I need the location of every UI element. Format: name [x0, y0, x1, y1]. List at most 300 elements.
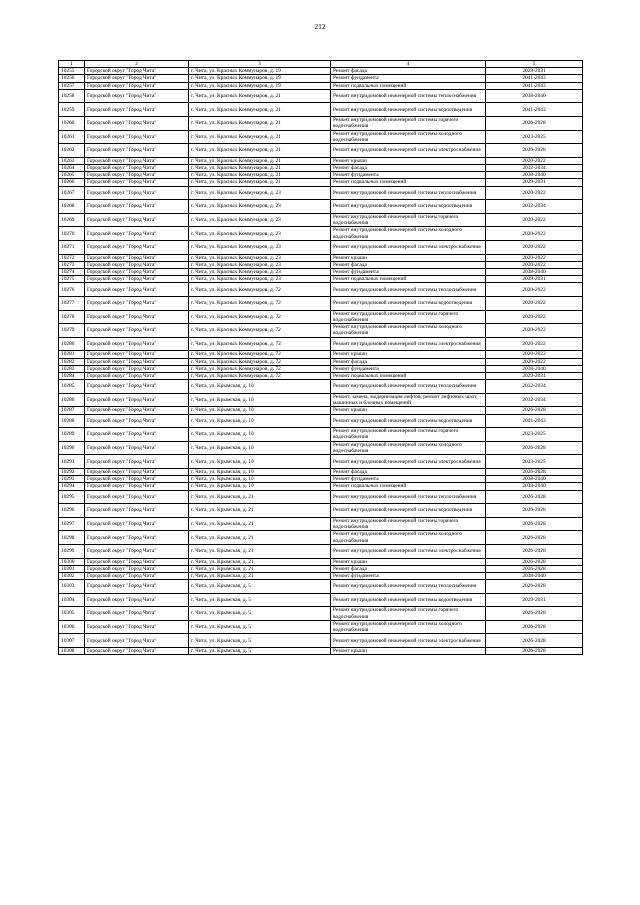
repair-schedule-table	[58, 60, 583, 655]
address: г. Чита, ул. Крымская, д. 10	[189, 441, 331, 455]
table-row	[59, 68, 583, 75]
table-body	[59, 61, 583, 655]
address: г. Чита, ул. Красных Коммунаров, д. 72	[189, 310, 331, 324]
period: 2026-2028	[486, 531, 583, 545]
table-row	[59, 414, 583, 428]
period: 2032-2034	[486, 200, 583, 214]
municipality: Городской округ "Город Чита"	[85, 240, 189, 254]
row-number: 10283	[59, 365, 85, 372]
period: 2020-2022	[486, 213, 583, 227]
period: 2041-2043	[486, 103, 583, 117]
row-number: 10265	[59, 172, 85, 179]
work-type: Ремонт подвальных помещений	[331, 372, 486, 379]
work-type: Ремонт внутридомовой инженерной системы электроснабжения	[331, 634, 486, 648]
period: 2041-2043	[486, 82, 583, 89]
municipality: Городской округ "Город Чита"	[85, 351, 189, 358]
row-number: 10302	[59, 572, 85, 579]
work-type: Ремонт фасада	[331, 164, 486, 171]
table-row	[59, 351, 583, 358]
table-row	[59, 441, 583, 455]
work-type: Ремонт подвальных помещений	[331, 179, 486, 186]
address: г. Чита, ул. Крымская, д. 21	[189, 490, 331, 504]
period: 2038-2040	[486, 483, 583, 490]
table-row	[59, 200, 583, 214]
address: г. Чита, ул. Крымская, д. 10	[189, 468, 331, 475]
address: г. Чита, ул. Крымская, д. 10	[189, 483, 331, 490]
row-number: 10286	[59, 393, 85, 407]
row-number: 10272	[59, 254, 85, 261]
table-row	[59, 172, 583, 179]
address: г. Чита, ул. Крымская, д. 10	[189, 455, 331, 469]
column-header: 1	[59, 61, 85, 68]
table-row	[59, 240, 583, 254]
address: г. Чита, ул. Крымская, д. 10	[189, 414, 331, 428]
address: г. Чита, ул. Красных Коммунаров, д. 23	[189, 240, 331, 254]
table-row	[59, 504, 583, 518]
row-number: 10285	[59, 380, 85, 394]
period: 2023-2025	[486, 455, 583, 469]
table-row	[59, 607, 583, 621]
table-row	[59, 372, 583, 379]
work-type: Ремонт крыши	[331, 407, 486, 414]
municipality: Городской округ "Город Чита"	[85, 558, 189, 565]
period: 2026-2028	[486, 544, 583, 558]
table-row	[59, 580, 583, 594]
row-number: 10296	[59, 504, 85, 518]
table-row	[59, 213, 583, 227]
work-type: Ремонт крыши	[331, 157, 486, 164]
address: г. Чита, ул. Красных Коммунаров, д. 19	[189, 68, 331, 75]
period: 2020-2022	[486, 358, 583, 365]
row-number: 10279	[59, 324, 85, 338]
period: 2032-2034	[486, 393, 583, 407]
municipality: Городской округ "Город Чита"	[85, 372, 189, 379]
municipality: Городской округ "Город Чита"	[85, 544, 189, 558]
period: 2020-2022	[486, 283, 583, 297]
table-row	[59, 468, 583, 475]
work-type: Ремонт крыши	[331, 351, 486, 358]
row-number: 10298	[59, 531, 85, 545]
table-row	[59, 310, 583, 324]
table-row	[59, 82, 583, 89]
municipality: Городской округ "Город Чита"	[85, 82, 189, 89]
row-number: 10257	[59, 82, 85, 89]
work-type: Ремонт фасада	[331, 358, 486, 365]
municipality: Городской округ "Город Чита"	[85, 593, 189, 607]
period: 2020-2022	[486, 337, 583, 351]
period: 2020-2022	[486, 186, 583, 200]
municipality: Городской округ "Город Чита"	[85, 283, 189, 297]
row-number: 10281	[59, 351, 85, 358]
municipality: Городской округ "Город Чита"	[85, 455, 189, 469]
table-row	[59, 144, 583, 158]
row-number: 10274	[59, 268, 85, 275]
table-row	[59, 179, 583, 186]
municipality: Городской округ "Город Чита"	[85, 441, 189, 455]
period: 2020-2022	[486, 157, 583, 164]
period: 2038-2040	[486, 476, 583, 483]
table-row	[59, 365, 583, 372]
work-type: Ремонт подвальных помещений	[331, 483, 486, 490]
work-type: Ремонт внутридомовой инженерной системы водоотведения	[331, 593, 486, 607]
row-number: 10278	[59, 310, 85, 324]
municipality: Городской округ "Город Чита"	[85, 310, 189, 324]
address: г. Чита, ул. Красных Коммунаров, д. 21	[189, 144, 331, 158]
table-row	[59, 103, 583, 117]
work-type: Ремонт внутридомовой инженерной системы теплоснабжения	[331, 283, 486, 297]
row-number: 10261	[59, 130, 85, 144]
address: г. Чита, ул. Крымская, д. 21	[189, 517, 331, 531]
table-row	[59, 620, 583, 634]
municipality: Городской округ "Город Чита"	[85, 428, 189, 442]
work-type: Ремонт фундамента	[331, 172, 486, 179]
work-type: Ремонт внутридомовой инженерной системы теплоснабжения	[331, 186, 486, 200]
address: г. Чита, ул. Красных Коммунаров, д. 23	[189, 227, 331, 241]
work-type: Ремонт внутридомовой инженерной системы электроснабжения	[331, 544, 486, 558]
address: г. Чита, ул. Красных Коммунаров, д. 72	[189, 351, 331, 358]
address: г. Чита, ул. Красных Коммунаров, д. 23	[189, 261, 331, 268]
municipality: Городской округ "Город Чита"	[85, 103, 189, 117]
row-number: 10295	[59, 490, 85, 504]
table-row	[59, 380, 583, 394]
row-number: 10299	[59, 544, 85, 558]
address: г. Чита, ул. Красных Коммунаров, д. 21	[189, 172, 331, 179]
period: 2026-2028	[486, 565, 583, 572]
period: 2020-2022	[486, 227, 583, 241]
period: 2020-2022	[486, 240, 583, 254]
period: 2020-2022	[486, 351, 583, 358]
period: 2026-2028	[486, 441, 583, 455]
work-type: Ремонт фасада	[331, 261, 486, 268]
municipality: Городской округ "Город Чита"	[85, 324, 189, 338]
municipality: Городской округ "Город Чита"	[85, 490, 189, 504]
address: г. Чита, ул. Крымская, д. 10	[189, 380, 331, 394]
address: г. Чита, ул. Крымская, д. 5	[189, 648, 331, 655]
table-row	[59, 393, 583, 407]
period: 2026-2028	[486, 144, 583, 158]
table-row	[59, 186, 583, 200]
table-row	[59, 337, 583, 351]
row-number: 10259	[59, 103, 85, 117]
table-row	[59, 227, 583, 241]
row-number: 10284	[59, 372, 85, 379]
period: 2026-2028	[486, 634, 583, 648]
row-number: 10276	[59, 283, 85, 297]
row-number: 10303	[59, 580, 85, 594]
work-type: Ремонт внутридомовой инженерной системы водоотведения	[331, 103, 486, 117]
address: г. Чита, ул. Красных Коммунаров, д. 19	[189, 75, 331, 82]
municipality: Городской округ "Город Чита"	[85, 572, 189, 579]
period: 2038-2040	[486, 89, 583, 103]
period: 2029-2031	[486, 593, 583, 607]
table-row	[59, 276, 583, 283]
municipality: Городской округ "Город Чита"	[85, 227, 189, 241]
municipality: Городской округ "Город Чита"	[85, 365, 189, 372]
address: г. Чита, ул. Красных Коммунаров, д. 23	[189, 186, 331, 200]
period: 2026-2028	[486, 407, 583, 414]
table-row	[59, 483, 583, 490]
work-type: Ремонт внутридомовой инженерной системы горячего водоснабжения	[331, 213, 486, 227]
work-type: Ремонт фундамента	[331, 476, 486, 483]
municipality: Городской округ "Город Чита"	[85, 144, 189, 158]
period: 2026-2028	[486, 558, 583, 565]
row-number: 10287	[59, 407, 85, 414]
municipality: Городской округ "Город Чита"	[85, 117, 189, 131]
municipality: Городской округ "Город Чита"	[85, 179, 189, 186]
period: 2041-2043	[486, 75, 583, 82]
work-type: Ремонт фасада	[331, 468, 486, 475]
municipality: Городской округ "Город Чита"	[85, 89, 189, 103]
row-number: 10290	[59, 441, 85, 455]
row-number: 10293	[59, 476, 85, 483]
period: 2041-2043	[486, 414, 583, 428]
period: 2020-2022	[486, 310, 583, 324]
table-row	[59, 544, 583, 558]
address: г. Чита, ул. Красных Коммунаров, д. 21	[189, 103, 331, 117]
work-type: Ремонт внутридомовой инженерной системы горячего водоснабжения	[331, 117, 486, 131]
table-row	[59, 268, 583, 275]
address: г. Чита, ул. Красных Коммунаров, д. 23	[189, 268, 331, 275]
period: 2023-2025	[486, 130, 583, 144]
municipality: Городской округ "Город Чита"	[85, 337, 189, 351]
work-type: Ремонт фундамента	[331, 75, 486, 82]
address: г. Чита, ул. Красных Коммунаров, д. 19	[189, 82, 331, 89]
municipality: Городской округ "Город Чита"	[85, 504, 189, 518]
work-type: Ремонт внутридомовой инженерной системы холодного водоснабжения	[331, 441, 486, 455]
page-number: 212	[314, 22, 326, 31]
address: г. Чита, ул. Крымская, д. 10	[189, 407, 331, 414]
row-number: 10264	[59, 164, 85, 171]
work-type: Ремонт внутридомовой инженерной системы электроснабжения	[331, 144, 486, 158]
row-number: 10271	[59, 240, 85, 254]
work-type: Ремонт крыши	[331, 558, 486, 565]
table-row	[59, 428, 583, 442]
address: г. Чита, ул. Красных Коммунаров, д. 23	[189, 254, 331, 261]
period: 2026-2028	[486, 517, 583, 531]
address: г. Чита, ул. Крымская, д. 10	[189, 476, 331, 483]
row-number: 10306	[59, 620, 85, 634]
municipality: Городской округ "Город Чита"	[85, 620, 189, 634]
address: г. Чита, ул. Красных Коммунаров, д. 23	[189, 200, 331, 214]
address: г. Чита, ул. Крымская, д. 5	[189, 593, 331, 607]
work-type: Ремонт внутридомовой инженерной системы водоотведения	[331, 504, 486, 518]
work-type: Ремонт внутридомовой инженерной системы холодного водоснабжения	[331, 130, 486, 144]
row-number: 10300	[59, 558, 85, 565]
work-type: Ремонт подвальных помещений	[331, 276, 486, 283]
period: 2032-2034	[486, 164, 583, 171]
period: 2029-2031	[486, 68, 583, 75]
address: г. Чита, ул. Красных Коммунаров, д. 23	[189, 276, 331, 283]
municipality: Городской округ "Город Чита"	[85, 380, 189, 394]
work-type: Ремонт внутридомовой инженерной системы горячего водоснабжения	[331, 310, 486, 324]
table-row	[59, 261, 583, 268]
address: г. Чита, ул. Крымская, д. 21	[189, 558, 331, 565]
municipality: Городской округ "Город Чита"	[85, 254, 189, 261]
row-number: 10275	[59, 276, 85, 283]
municipality: Городской округ "Город Чита"	[85, 565, 189, 572]
table-row	[59, 164, 583, 171]
address: г. Чита, ул. Крымская, д. 21	[189, 531, 331, 545]
row-number: 10288	[59, 414, 85, 428]
row-number: 10270	[59, 227, 85, 241]
row-number: 10266	[59, 179, 85, 186]
period: 2038-2040	[486, 172, 583, 179]
table-row	[59, 531, 583, 545]
column-header: 3	[189, 61, 331, 68]
address: г. Чита, ул. Крымская, д. 5	[189, 634, 331, 648]
period: 2020-2022	[486, 324, 583, 338]
row-number: 10255	[59, 68, 85, 75]
address: г. Чита, ул. Красных Коммунаров, д. 21	[189, 117, 331, 131]
address: г. Чита, ул. Красных Коммунаров, д. 23	[189, 213, 331, 227]
table-row	[59, 517, 583, 531]
row-number: 10301	[59, 565, 85, 572]
row-number: 10292	[59, 468, 85, 475]
column-header: 5	[486, 61, 583, 68]
period: 2026-2028	[486, 580, 583, 594]
work-type: Ремонт подвальных помещений	[331, 82, 486, 89]
period: 2026-2028	[486, 468, 583, 475]
municipality: Городской округ "Город Чита"	[85, 172, 189, 179]
table-row	[59, 296, 583, 310]
row-number: 10307	[59, 634, 85, 648]
address: г. Чита, ул. Красных Коммунаров, д. 21	[189, 157, 331, 164]
row-number: 10304	[59, 593, 85, 607]
row-number: 10268	[59, 200, 85, 214]
period: 2026-2028	[486, 504, 583, 518]
work-type: Ремонт внутридомовой инженерной системы водоотведения	[331, 296, 486, 310]
address: г. Чита, ул. Крымская, д. 5	[189, 580, 331, 594]
row-number: 10289	[59, 428, 85, 442]
address: г. Чита, ул. Красных Коммунаров, д. 21	[189, 179, 331, 186]
row-number: 10260	[59, 117, 85, 131]
address: г. Чита, ул. Красных Коммунаров, д. 72	[189, 358, 331, 365]
municipality: Городской округ "Город Чита"	[85, 296, 189, 310]
work-type: Ремонт внутридомовой инженерной системы холодного водоснабжения	[331, 324, 486, 338]
row-number: 10262	[59, 144, 85, 158]
row-number: 10280	[59, 337, 85, 351]
address: г. Чита, ул. Красных Коммунаров, д. 72	[189, 296, 331, 310]
period: 2029-2031	[486, 372, 583, 379]
municipality: Городской округ "Город Чита"	[85, 634, 189, 648]
column-header: 4	[331, 61, 486, 68]
row-number: 10308	[59, 648, 85, 655]
municipality: Городской округ "Город Чита"	[85, 531, 189, 545]
municipality: Городской округ "Город Чита"	[85, 276, 189, 283]
municipality: Городской округ "Город Чита"	[85, 200, 189, 214]
address: г. Чита, ул. Крымская, д. 5	[189, 620, 331, 634]
table-row	[59, 407, 583, 414]
table-row	[59, 254, 583, 261]
period: 2020-2022	[486, 254, 583, 261]
municipality: Городской округ "Город Чита"	[85, 648, 189, 655]
table-row	[59, 157, 583, 164]
work-type: Ремонт, замена, модернизация лифтов, ремонт лифтовых шахт, машинных и блочных помещений	[331, 393, 486, 407]
address: г. Чита, ул. Крымская, д. 21	[189, 504, 331, 518]
work-type: Ремонт внутридомовой инженерной системы горячего водоснабжения	[331, 517, 486, 531]
row-number: 10258	[59, 89, 85, 103]
period: 2038-2040	[486, 268, 583, 275]
address: г. Чита, ул. Красных Коммунаров, д. 72	[189, 365, 331, 372]
address: г. Чита, ул. Красных Коммунаров, д. 72	[189, 337, 331, 351]
work-type: Ремонт внутридомовой инженерной системы теплоснабжения	[331, 380, 486, 394]
row-number: 10294	[59, 483, 85, 490]
period: 2026-2028	[486, 490, 583, 504]
work-type: Ремонт фундамента	[331, 572, 486, 579]
work-type: Ремонт внутридомовой инженерной системы холодного водоснабжения	[331, 227, 486, 241]
period: 2029-2031	[486, 276, 583, 283]
address: г. Чита, ул. Крымская, д. 10	[189, 428, 331, 442]
table-row	[59, 117, 583, 131]
municipality: Городской округ "Город Чита"	[85, 407, 189, 414]
address: г. Чита, ул. Крымская, д. 21	[189, 572, 331, 579]
period: 2032-2034	[486, 380, 583, 394]
work-type: Ремонт внутридомовой инженерной системы водоотведения	[331, 200, 486, 214]
address: г. Чита, ул. Красных Коммунаров, д. 21	[189, 164, 331, 171]
work-type: Ремонт фундамента	[331, 268, 486, 275]
work-type: Ремонт крыши	[331, 254, 486, 261]
address: г. Чита, ул. Крымская, д. 21	[189, 565, 331, 572]
municipality: Городской округ "Город Чита"	[85, 468, 189, 475]
municipality: Городской округ "Город Чита"	[85, 607, 189, 621]
row-number: 10291	[59, 455, 85, 469]
work-type: Ремонт внутридомовой инженерной системы теплоснабжения	[331, 89, 486, 103]
table-row	[59, 565, 583, 572]
municipality: Городской округ "Город Чита"	[85, 186, 189, 200]
work-type: Ремонт крыши	[331, 648, 486, 655]
address: г. Чита, ул. Красных Коммунаров, д. 72	[189, 324, 331, 338]
work-type: Ремонт внутридомовой инженерной системы электроснабжения	[331, 455, 486, 469]
table-row	[59, 648, 583, 655]
table-row	[59, 490, 583, 504]
table-row	[59, 558, 583, 565]
municipality: Городской округ "Город Чита"	[85, 164, 189, 171]
table-row	[59, 455, 583, 469]
work-type: Ремонт внутридомовой инженерной системы теплоснабжения	[331, 580, 486, 594]
work-type: Ремонт фундамента	[331, 365, 486, 372]
table-row	[59, 130, 583, 144]
table-row	[59, 634, 583, 648]
period: 2038-2040	[486, 365, 583, 372]
address: г. Чита, ул. Крымская, д. 10	[189, 393, 331, 407]
municipality: Городской округ "Город Чита"	[85, 130, 189, 144]
address: г. Чита, ул. Красных Коммунаров, д. 72	[189, 283, 331, 297]
work-type: Ремонт внутридомовой инженерной системы электроснабжения	[331, 337, 486, 351]
municipality: Городской округ "Город Чита"	[85, 393, 189, 407]
period: 2026-2028	[486, 648, 583, 655]
table-row	[59, 283, 583, 297]
period: 2038-2040	[486, 572, 583, 579]
municipality: Городской округ "Город Чита"	[85, 476, 189, 483]
municipality: Городской округ "Город Чита"	[85, 268, 189, 275]
table-row	[59, 358, 583, 365]
row-number: 10267	[59, 186, 85, 200]
row-number: 10256	[59, 75, 85, 82]
work-type: Ремонт внутридомовой инженерной системы теплоснабжения	[331, 490, 486, 504]
period: 2020-2022	[486, 296, 583, 310]
municipality: Городской округ "Город Чита"	[85, 580, 189, 594]
table-row	[59, 89, 583, 103]
work-type: Ремонт фасада	[331, 565, 486, 572]
work-type: Ремонт фасада	[331, 68, 486, 75]
work-type: Ремонт внутридомовой инженерной системы водоотведения	[331, 414, 486, 428]
municipality: Городской округ "Город Чита"	[85, 261, 189, 268]
row-number: 10305	[59, 607, 85, 621]
address: г. Чита, ул. Крымская, д. 21	[189, 544, 331, 558]
address: г. Чита, ул. Красных Коммунаров, д. 72	[189, 372, 331, 379]
row-number: 10297	[59, 517, 85, 531]
work-type: Ремонт внутридомовой инженерной системы электроснабжения	[331, 240, 486, 254]
